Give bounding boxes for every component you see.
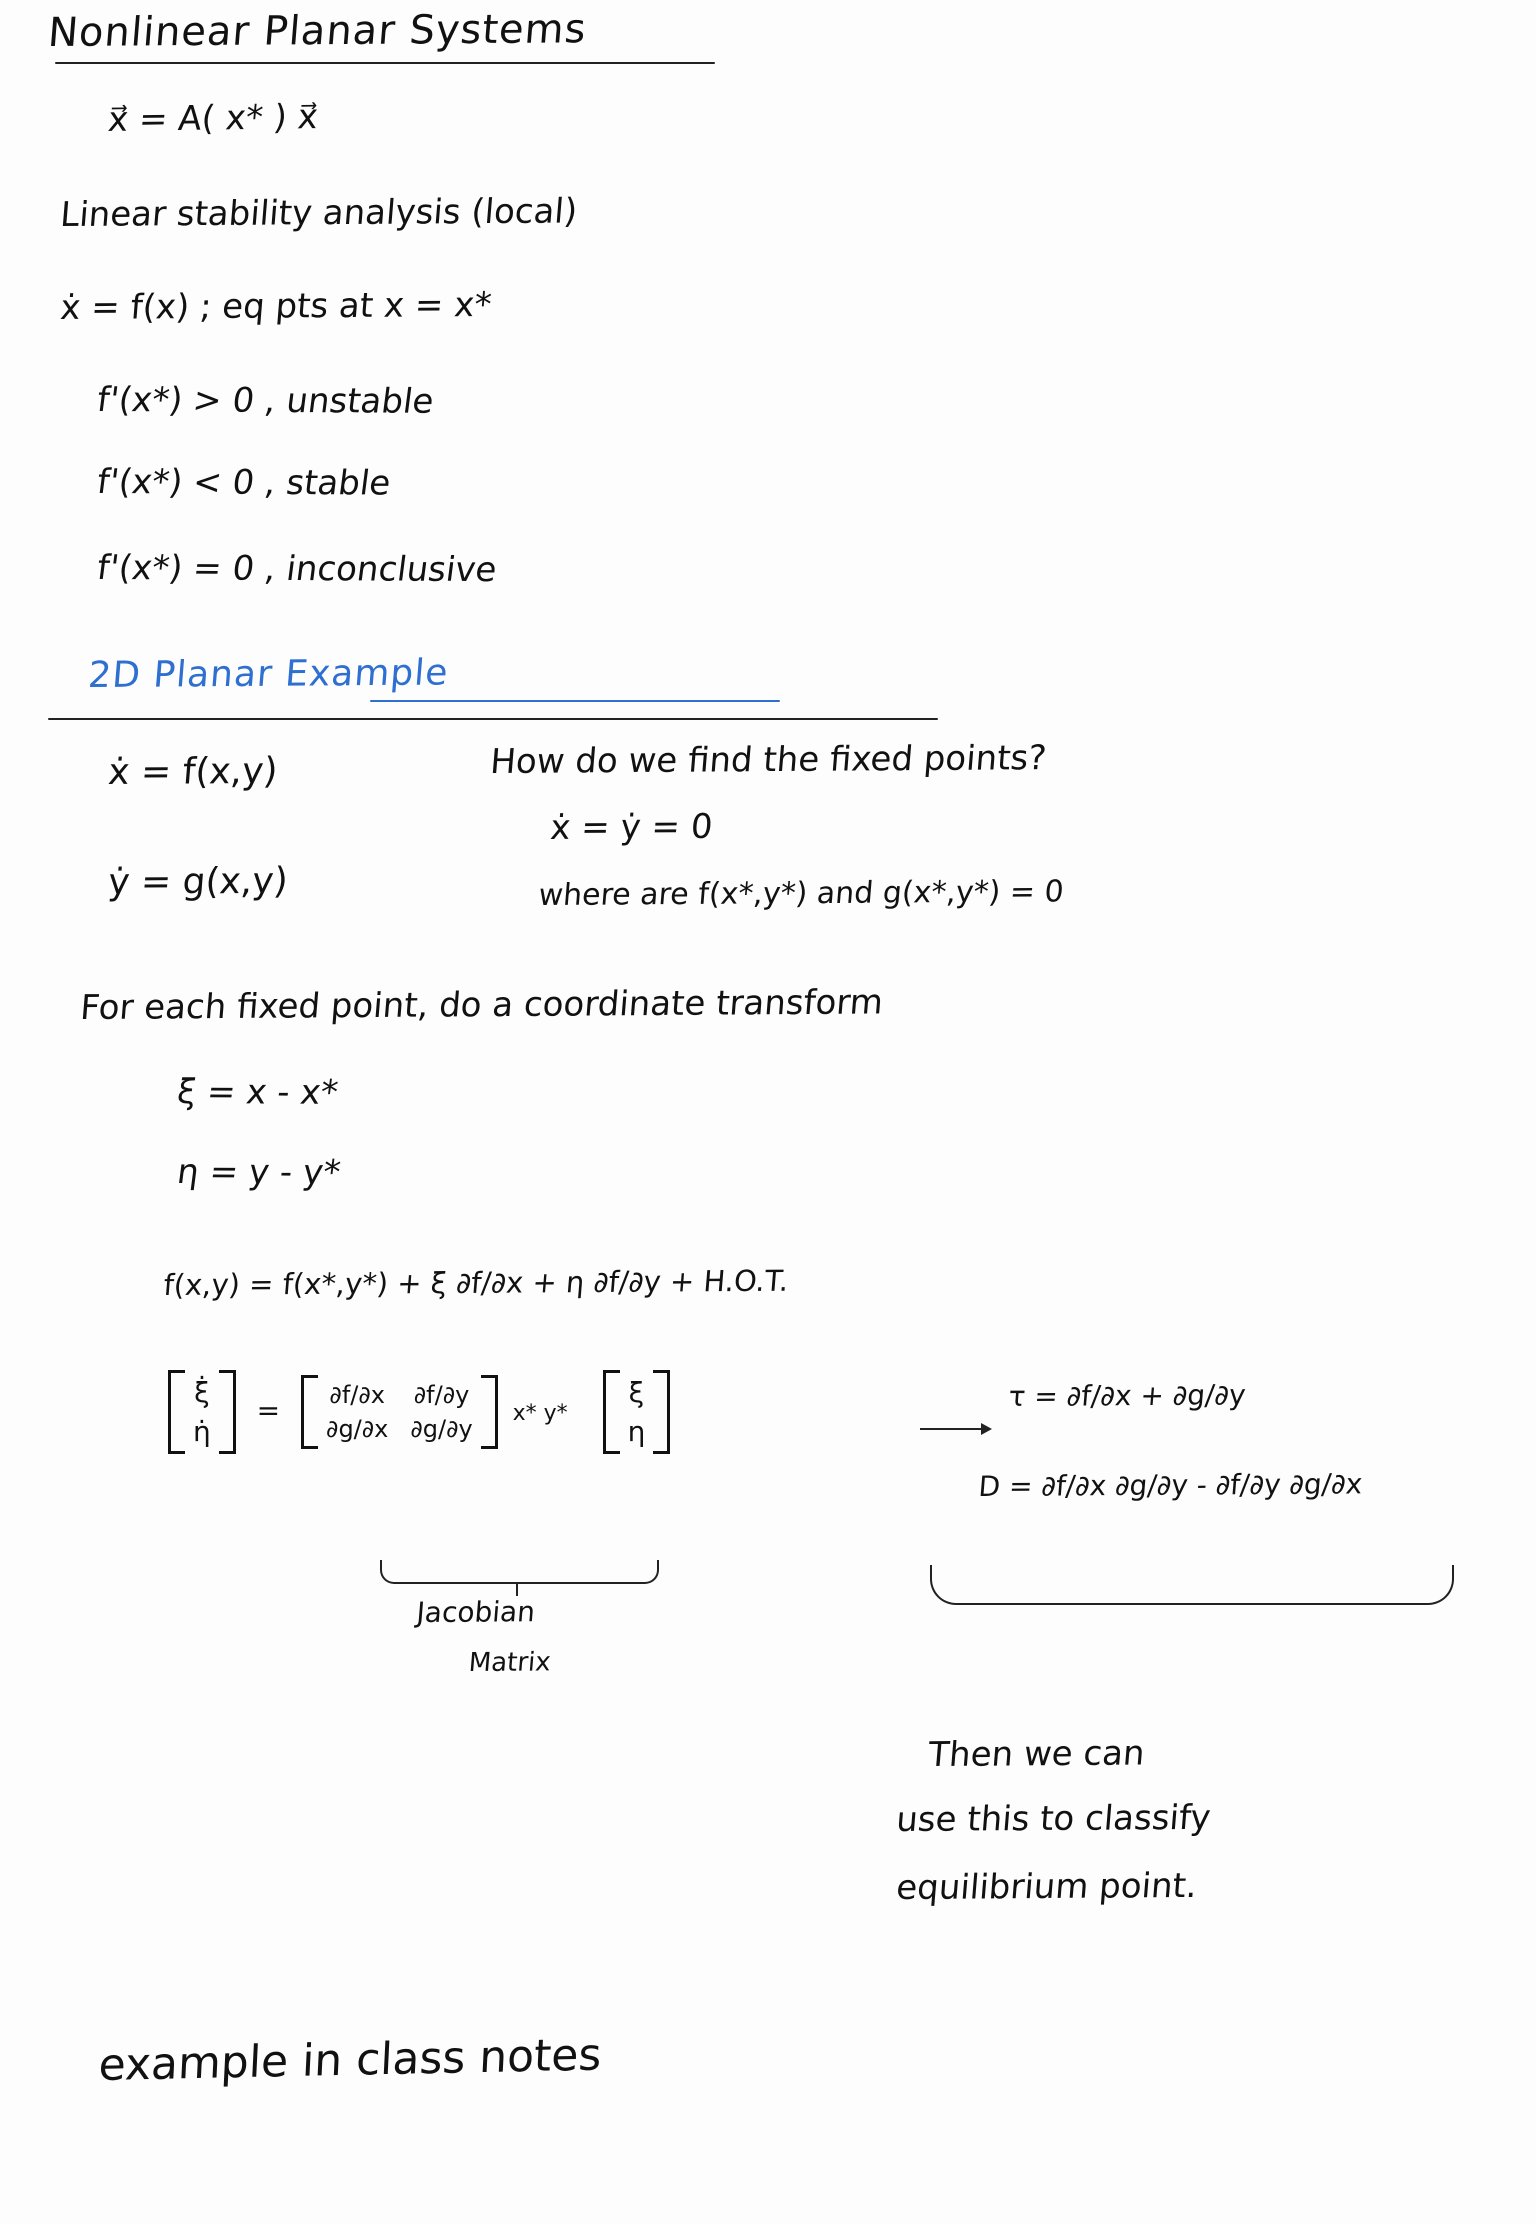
footer-note: example in class notes bbox=[97, 2029, 603, 2092]
fixed-points-condition: ẋ = ẏ = 0 bbox=[548, 806, 715, 849]
jacobian-cell-22: ∂g/∂y bbox=[410, 1415, 473, 1443]
vector-lhs-row2: η̇ bbox=[193, 1415, 211, 1448]
classification-underbrace bbox=[930, 1565, 1454, 1605]
closing-line-3: equilibrium point. bbox=[894, 1865, 1199, 1909]
jacobian-evaluation-point: x* y* bbox=[512, 1401, 568, 1426]
jacobian-underbrace bbox=[380, 1560, 659, 1584]
title-underline bbox=[55, 62, 715, 64]
linear-stability-line: Linear stability analysis (local) bbox=[58, 191, 579, 236]
section-heading-2d: 2D Planar Example bbox=[86, 652, 451, 697]
condition-unstable: f'(x*) > 0 , unstable bbox=[94, 380, 437, 422]
trace-definition: τ = ∂f/∂x + ∂g/∂y bbox=[1007, 1378, 1247, 1414]
coordinate-transform-line: For each fixed point, do a coordinate transform bbox=[78, 982, 885, 1029]
system-equation-1: ẋ = f(x,y) bbox=[106, 750, 280, 794]
bracket-left-icon bbox=[301, 1375, 318, 1449]
jacobian-matrix bbox=[301, 1375, 498, 1449]
condition-stable: f'(x*) < 0 , stable bbox=[94, 462, 393, 504]
system-equation-2: ẏ = g(x,y) bbox=[106, 860, 290, 904]
vector-rhs-row1: ξ bbox=[628, 1376, 645, 1409]
determinant-definition: D = ∂f/∂x ∂g/∂y - ∂f/∂y ∂g/∂x bbox=[977, 1467, 1364, 1504]
condition-inconclusive: f'(x*) = 0 , inconclusive bbox=[94, 548, 500, 591]
linearized-system-matrix-equation bbox=[168, 1370, 670, 1454]
eta-definition: η = y - y* bbox=[174, 1152, 343, 1193]
jacobian-cell-12: ∂f/∂y bbox=[413, 1381, 470, 1409]
state-vector-lhs bbox=[168, 1370, 236, 1454]
closing-line-2: use this to classify bbox=[894, 1797, 1213, 1841]
section-divider-rule bbox=[48, 718, 938, 720]
page-title: Nonlinear Planar Systems bbox=[46, 6, 589, 57]
jacobian-cell-11: ∂f/∂x bbox=[329, 1381, 385, 1409]
jacobian-underbrace-tick bbox=[516, 1582, 518, 1596]
bracket-right-icon bbox=[653, 1370, 670, 1454]
taylor-expansion: f(x,y) = f(x*,y*) + ξ ∂f/∂x + η ∂f/∂y + H.O.T. bbox=[162, 1263, 790, 1303]
fixed-points-where: where are f(x*,y*) and g(x*,y*) = 0 bbox=[537, 874, 1066, 914]
eq-points-line: ẋ = f(x) ; eq pts at x = x* bbox=[58, 284, 493, 329]
equals-sign: = bbox=[256, 1394, 281, 1427]
xi-definition: ξ = x - x* bbox=[174, 1072, 341, 1113]
main-equation: x⃗ = A( x* ) x⃗ bbox=[106, 97, 320, 141]
jacobian-caption-line2: Matrix bbox=[467, 1647, 552, 1679]
vector-rhs-row2: η bbox=[627, 1415, 646, 1448]
bracket-right-icon bbox=[219, 1370, 236, 1454]
vector-lhs-row1: ξ̇ bbox=[194, 1376, 210, 1409]
closing-line-1: Then we can bbox=[926, 1733, 1147, 1776]
implies-arrow-icon bbox=[920, 1428, 990, 1430]
bracket-right-icon bbox=[481, 1375, 498, 1449]
jacobian-cell-21: ∂g/∂x bbox=[326, 1415, 389, 1443]
section-heading-underline bbox=[370, 700, 780, 702]
bracket-left-icon bbox=[168, 1370, 185, 1454]
fixed-points-question: How do we find the fixed points? bbox=[488, 738, 1048, 783]
state-vector-rhs bbox=[603, 1370, 671, 1454]
bracket-left-icon bbox=[603, 1370, 620, 1454]
jacobian-caption-line1: Jacobian bbox=[415, 1595, 537, 1630]
